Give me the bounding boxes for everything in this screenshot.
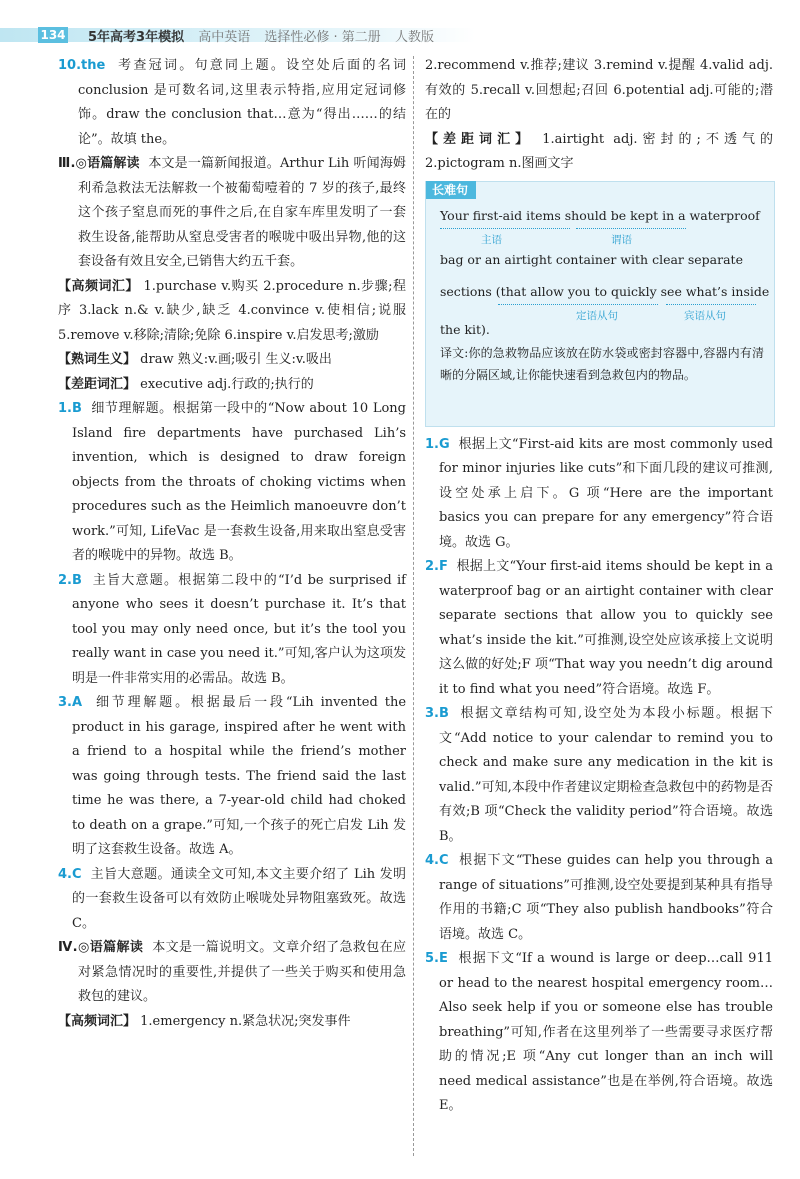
column-divider bbox=[413, 56, 414, 1156]
q10-explanation bbox=[58, 54, 406, 152]
vocab-gap-right: 【差距词汇】 1.airtight adj.密封的;不透气的 2.pictogram n.图画文字 bbox=[425, 131, 773, 171]
vocab4-continued: 2.recommend v.推荐;建议 3.remind v.提醒 4.valid adj.有效的 5.recall v.回想起;召回 6.potential adj.可能的;潜在的 bbox=[425, 58, 773, 122]
label-obj-clause: 宾语从句 bbox=[684, 309, 726, 322]
edition: 人教版 bbox=[394, 30, 434, 45]
q10-text: 考查冠词。句意同上题。设空处后面的名词 conclusion 是可数名词,这里表示特指,应用定冠词修饰。draw the conclusion that…意为“得出……的结论”。故填 the。 bbox=[78, 58, 406, 147]
answer-item: 1.G 根据上文“First-aid kits are most commonly used for minor injuries like cuts”和下面几段的建议可推测,设空处承上启下。G 项“Here are the important basics you can prepare for any emergency”符合语境。故选 G。 bbox=[425, 436, 773, 550]
answer-item: 2.F 根据上文“Your first-aid items should be kept in a waterproof bag or an airtight container with clear separate sections that allow you to quickly see what’s inside the kit.”可推测,设空处应该承接上文说明这么做的好处;F 项“That way you needn’t dig around it to find what you need”符合语境。故选 F。 bbox=[425, 559, 773, 697]
answer-item: 5.E 根据下文“If a wound is large or deep…call 911 or head to the nearest hospital emergency room…Also seek help if you or someone else has trouble breathing”可知,作者在这里列举了一些需要寻求医疗帮助的情况;E 项“Any cut longer than an inch will need medical assistance”也是在举例,符合语境。故选 E。 bbox=[425, 951, 774, 1113]
page-header bbox=[0, 0, 800, 46]
vocab4-high: 【高频词汇】 1.emergency n.紧急状况;突发事件 bbox=[58, 1013, 351, 1029]
section3-text: 本文是一篇新闻报道。Arthur Lih 听闻海姆利希急救法无法解救一个被葡萄噎着的 7 岁的孩子,最终这个孩子窒息而死的事件之后,在自家车库里发明了一套救生设备,能帮助从窒息受害者的喉咙中吸出异物,他的这套设备有效且安全,已销售大约五千套。 bbox=[78, 156, 407, 269]
answer-item: 4.C 根据下文“These guides can help you through a range of situations”可推测,设空处要提到某种具有指导作用的书籍;C 项“They also publish handbooks”符合语境。故选 C。 bbox=[425, 853, 774, 942]
answer-item: 3.B 根据文章结构可知,设空处为本段小标题。根据下文“Add notice to your calendar to remind you to check and make sure any medication in the kit is valid.”可知,本段中作者建议定期检查急救包中的药物是否有效;B 项“Check the validity period”符合语境。故选 B。 bbox=[425, 706, 774, 844]
label-attr-clause: 定语从句 bbox=[576, 309, 618, 322]
vocab-high: 【高频词汇】 1.purchase v.购买 2.procedure n.步骤;程序 3.lack n.& v.缺少,缺乏 4.convince v.使相信;说服 5.remove v.移除;清除;免除 6.inspire v.启发思考;激励 bbox=[58, 278, 406, 343]
sentence-line-3: sections (that allow you to quickly see what’s inside bbox=[440, 283, 770, 299]
sentence-line-4: the kit). bbox=[440, 321, 490, 337]
page-number: 134 bbox=[38, 27, 68, 43]
book: 选择性必修 · 第二册 bbox=[264, 30, 381, 45]
label-predicate: 谓语 bbox=[611, 233, 632, 246]
sentence-translation: 译文:你的急救物品应该放在防水袋或密封容器中,容器内有清晰的分隔区域,让你能快速看到急救包内的物品。 bbox=[440, 345, 764, 382]
header-title bbox=[88, 26, 434, 45]
vocab-new-meaning: 【熟词生义】 draw 熟义:v.画;吸引 生义:v.吸出 bbox=[58, 352, 332, 367]
section4-reading bbox=[58, 936, 406, 1010]
right-column bbox=[425, 54, 773, 1119]
q10-answer: 10.the bbox=[58, 58, 106, 73]
long-sentence-box bbox=[425, 181, 775, 427]
sentence-line-2: bag or an airtight container with clear separate bbox=[440, 251, 743, 267]
answer-item: 3.A 细节理解题。根据最后一段“Lih invented the product in his garage, inspired after he went with a friend to a hospital while the friend’s mother was going through tests. The friend said the last time he was there, a 7-year-old child had choked to death on a grape.”可知,一个孩子的死亡启发 Lih 发明了这套救生设备。故选 A。 bbox=[58, 695, 407, 857]
answer-item: 4.C 主旨大意题。通读全文可知,本文主要介绍了 Lih 发明的一套救生设备可以有效防止喉咙处异物阻塞致死。故选 C。 bbox=[58, 866, 407, 931]
section3-title: Ⅲ.◎语篇解读 bbox=[58, 156, 140, 171]
answer-item: 2.B 主旨大意题。根据第二段中的“I’d be surprised if anyone who sees it doesn’t purchase it. It’s that tool you may only need once, but it’s the tool you really want in case you need it.”可知,客户认为这项发明是一件非常实用的必需品。故选 B。 bbox=[58, 572, 406, 686]
label-subject: 主语 bbox=[481, 233, 502, 246]
section4-text: 本文是一篇说明文。文章介绍了急救包在应对紧急情况时的重要性,并提供了一些关于购买和使用急救包的建议。 bbox=[78, 940, 406, 1004]
left-column bbox=[58, 54, 406, 1034]
vocab-gap: 【差距词汇】 executive adj.行政的;执行的 bbox=[58, 376, 314, 392]
section3-reading bbox=[58, 152, 406, 275]
sentence-line-1: Your first-aid items should be kept in a waterproof bbox=[440, 207, 760, 223]
brand: 5年高考3年模拟 bbox=[88, 30, 185, 45]
answer-item: 1.B 细节理解题。根据第一段中的“Now about 10 Long Island fire departments have purchased Lih’s invention, which is designed to draw foreign objects from the throats of choking victims when procedures such as the Heimlich manoeuvre don’t work.”可知, LifeVac 是一套救生设备,用来取出窒息受害者的喉咙中的异物。故选 B。 bbox=[58, 401, 406, 563]
long-sentence-tag: 长难句 bbox=[426, 181, 476, 199]
section4-title: Ⅳ.◎语篇解读 bbox=[58, 940, 144, 955]
subject: 高中英语 bbox=[198, 30, 251, 45]
subject-underline bbox=[440, 226, 570, 229]
